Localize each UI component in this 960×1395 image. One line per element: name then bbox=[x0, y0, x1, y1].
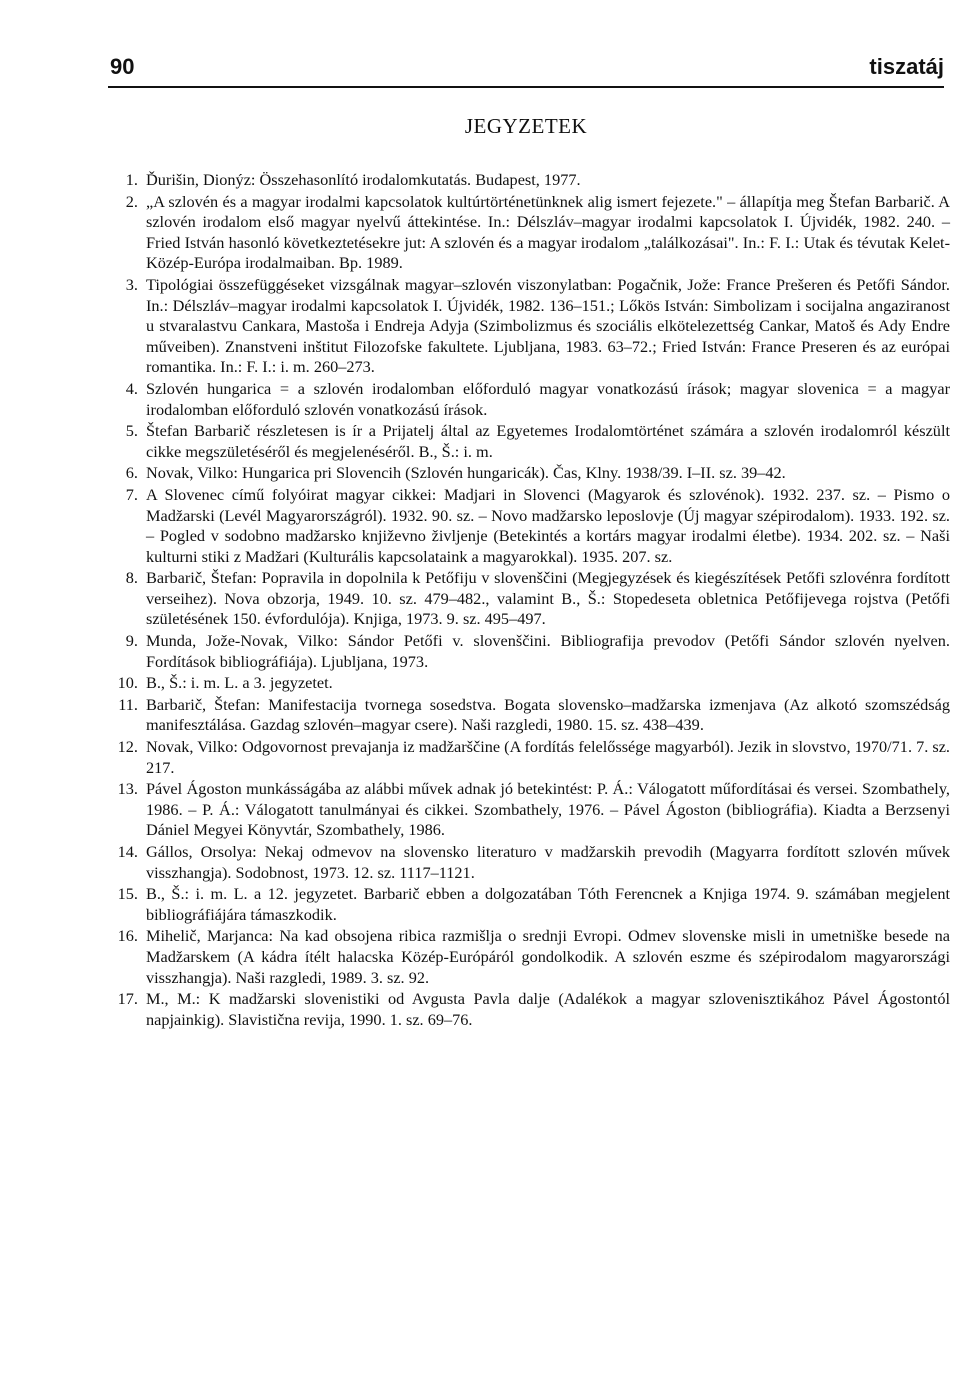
note-text: A Slovenec című folyóirat magyar cikkei: Madjari in Slovenci (Magyarok és szlovénok). 1932. 237. sz. – Pismo o Madžarski (Levél Magyarországról). 1932. 90. sz. – Novo madžarsko leposlovje (Új magyar szépirodalom). 1933. 192. sz. – Pogled v sodobno madžarsko književno življenje (Betekintés a kortárs magyar irodalmi életbe). 1934. 202. sz. – Naši kulturni stiki z Madžari (Kulturális kapcsolataink a magyarokkal). 1935. 207. sz. bbox=[146, 484, 950, 566]
note-text: Novak, Vilko: Odgovornost prevajanja iz madžarščine (A fordítás felelőssége magyarból). Jezik in slovstvo, 1970/71. 7. sz. 217. bbox=[146, 737, 951, 777]
note-item bbox=[108, 926, 950, 988]
note-number: 12. bbox=[117, 737, 138, 757]
page-header bbox=[108, 50, 944, 90]
note-item bbox=[108, 673, 950, 694]
note-text: Barbarič, Štefan: Manifestacija tvornega sosedstva. Bogata slovensko–madžarska izmenjava (Az alkotó szomszédság manifesztálása. Gazdag szlovén–magyar csere). Naši razgledi, 1980. 15. sz. 438–439. bbox=[146, 694, 950, 735]
notes-list bbox=[108, 170, 950, 1031]
note-text: M., M.: K madžarski slovenistiki od Avgusta Pavla dalje (Adalékok a magyar szlovenisztikához Pável Ágostontól napjainkig). Slavistična revija, 1990. 1. sz. 69–76. bbox=[146, 989, 950, 1029]
note-item bbox=[108, 884, 950, 925]
note-item bbox=[108, 192, 950, 274]
note-number: 4. bbox=[125, 378, 138, 398]
note-item bbox=[108, 379, 950, 420]
note-item bbox=[108, 170, 950, 191]
note-text: „A szlovén és a magyar irodalmi kapcsolatok kultúrtörténetünknek alig ismert fejezete." – állapítja meg Štefan Barbarič. A szlovén irodalom első magyar nyelvű áttekintése. In.: Délszláv–magyar irodalmi kapcsolatok I. Újvidék, 1982. 240. – Fried István hasonló következtetésekre jut: A szlovén és a magyar irodalom „találkozásai". In.: F. I.: Utak és tévutak Kelet-Közép-Európa irodalmaiban. Bp. 1989. bbox=[146, 191, 950, 273]
note-item bbox=[108, 695, 950, 736]
note-item bbox=[108, 421, 950, 462]
note-number: 3. bbox=[125, 274, 138, 294]
note-number: 11. bbox=[118, 694, 138, 714]
note-number: 8. bbox=[125, 568, 138, 588]
note-number: 13. bbox=[117, 779, 138, 799]
note-number: 15. bbox=[117, 884, 138, 904]
note-item bbox=[108, 842, 950, 883]
journal-name: tiszatáj bbox=[869, 54, 944, 79]
note-text: Gállos, Orsolya: Nekaj odmevov na slovensko literaturo v madžarskih prevodih (Magyarra fordított szlovén művek visszhangja). Sodobnost, 1973. 12. sz. 1117–1121. bbox=[146, 842, 950, 882]
note-text: Štefan Barbarič részletesen is ír a Prijatelj által az Egyetemes Irodalomtörténet számára a szlovén irodalomról készült cikke megszületéséről és megjelenéséről. B., Š.: i. m. bbox=[146, 421, 950, 461]
note-text: Ďurišin, Dionýz: Összehasonlító irodalomkutatás. Budapest, 1977. bbox=[146, 170, 581, 189]
page-number: 90 bbox=[110, 54, 135, 79]
note-number: 17. bbox=[117, 989, 138, 1009]
note-number: 7. bbox=[125, 484, 138, 504]
header-rule bbox=[108, 86, 944, 88]
note-text: Barbarič, Štefan: Popravila in dopolnila k Petőfiju v slovenščini (Megjegyzések és kiegészítések Petőfi szlovénra fordított verseihez). Nova obzorja, 1949. 10. sz. 479–482., valamint B., Š.: Stopedeseta obletnica Petőfijevega rojstva (Petőfi születésének 150. évfordulója). Knjiga, 1973. 9. sz. 495–497. bbox=[146, 568, 950, 629]
note-text: B., Š.: i. m. L. a 12. jegyzetet. Barbarič ebben a dolgozatában Tóth Ferencnek a Knjiga 1974. 9. számában megjelent bibliográfiájára támaszkodik. bbox=[146, 884, 950, 924]
note-text: Mihelič, Marjanca: Na kad obsojena ribica razmišlja o srednji Evropi. Odmev slovenske misli in umetniške besede na Madžarskem (A kádra ítélt halacska Közép-Európáról gondolkodik. A szlovén eszme és szépirodalom magyarországi visszhangja). Naši razgledi, 1989. 3. sz. 92. bbox=[146, 926, 950, 987]
note-number: 10. bbox=[117, 673, 138, 693]
note-text: Szlovén hungarica = a szlovén irodalomban előforduló magyar vonatkozású írások; magyar slovenica = a magyar irodalomban előforduló szlovén vonatkozású írások. bbox=[146, 378, 950, 419]
note-text: Tipológiai összefüggéseket vizsgálnak magyar–szlovén viszonylatban: Pogačnik, Jože: France Prešeren és Petőfi Sándor. In.: Délszláv–magyar irodalmi kapcsolatok I. Újvidék, 1982. 136–151.; Lőkös István: Simbolizam i socijalna angaziranost u stvaralastvu Cankara, Mastoša i Endreja Adyja (Szimbolizmus és szociális elkötelezettség Cankar, Matoš és Ady Endre műveiben). Znanstveni inštitut Filozofske fakultete. Ljubljana, 1983. 63–72.; Fried István: France Preseren és az európai romantika. In.: F. I.: i. m. 260–273. bbox=[146, 274, 950, 377]
note-number: 5. bbox=[125, 421, 138, 441]
note-text: Pável Ágoston munkásságába az alábbi művek adnak jó betekintést: P. Á.: Válogatott műfordításai és versei. Szombathely, 1986. – P. Á.: Válogatott tanulmányai és cikkei. Szombathely, 1976. – Pável Ágoston (bibliográfia). Kiadta a Berzsenyi Dániel Megyei Könyvtár, Szombathely, 1986. bbox=[146, 779, 950, 840]
note-item bbox=[108, 275, 950, 378]
note-item bbox=[108, 631, 950, 672]
note-text: B., Š.: i. m. L. a 3. jegyzetet. bbox=[146, 673, 333, 693]
note-number: 14. bbox=[117, 842, 138, 861]
section-heading: JEGYZETEK bbox=[464, 114, 588, 138]
note-item bbox=[108, 989, 950, 1030]
note-item bbox=[108, 568, 950, 630]
note-item bbox=[108, 737, 950, 778]
note-number: 2. bbox=[125, 191, 138, 211]
note-number: 6. bbox=[125, 463, 138, 483]
note-text: Novak, Vilko: Hungarica pri Slovencih (Szlovén hungaricák). Čas, Klny. 1938/39. I–II. sz. 39–42. bbox=[146, 463, 786, 483]
note-item bbox=[108, 463, 950, 484]
note-number: 16. bbox=[117, 926, 138, 946]
note-text: Munda, Jože-Novak, Vilko: Sándor Petőfi v. slovenščini. Bibliografija prevodov (Petőfi Sándor szlovén nyelven. Fordítások bibliográfiája). Ljubljana, 1973. bbox=[146, 631, 950, 671]
note-number: 1. bbox=[125, 170, 138, 189]
note-item bbox=[108, 779, 950, 841]
note-item bbox=[108, 485, 950, 567]
note-number: 9. bbox=[125, 631, 138, 651]
